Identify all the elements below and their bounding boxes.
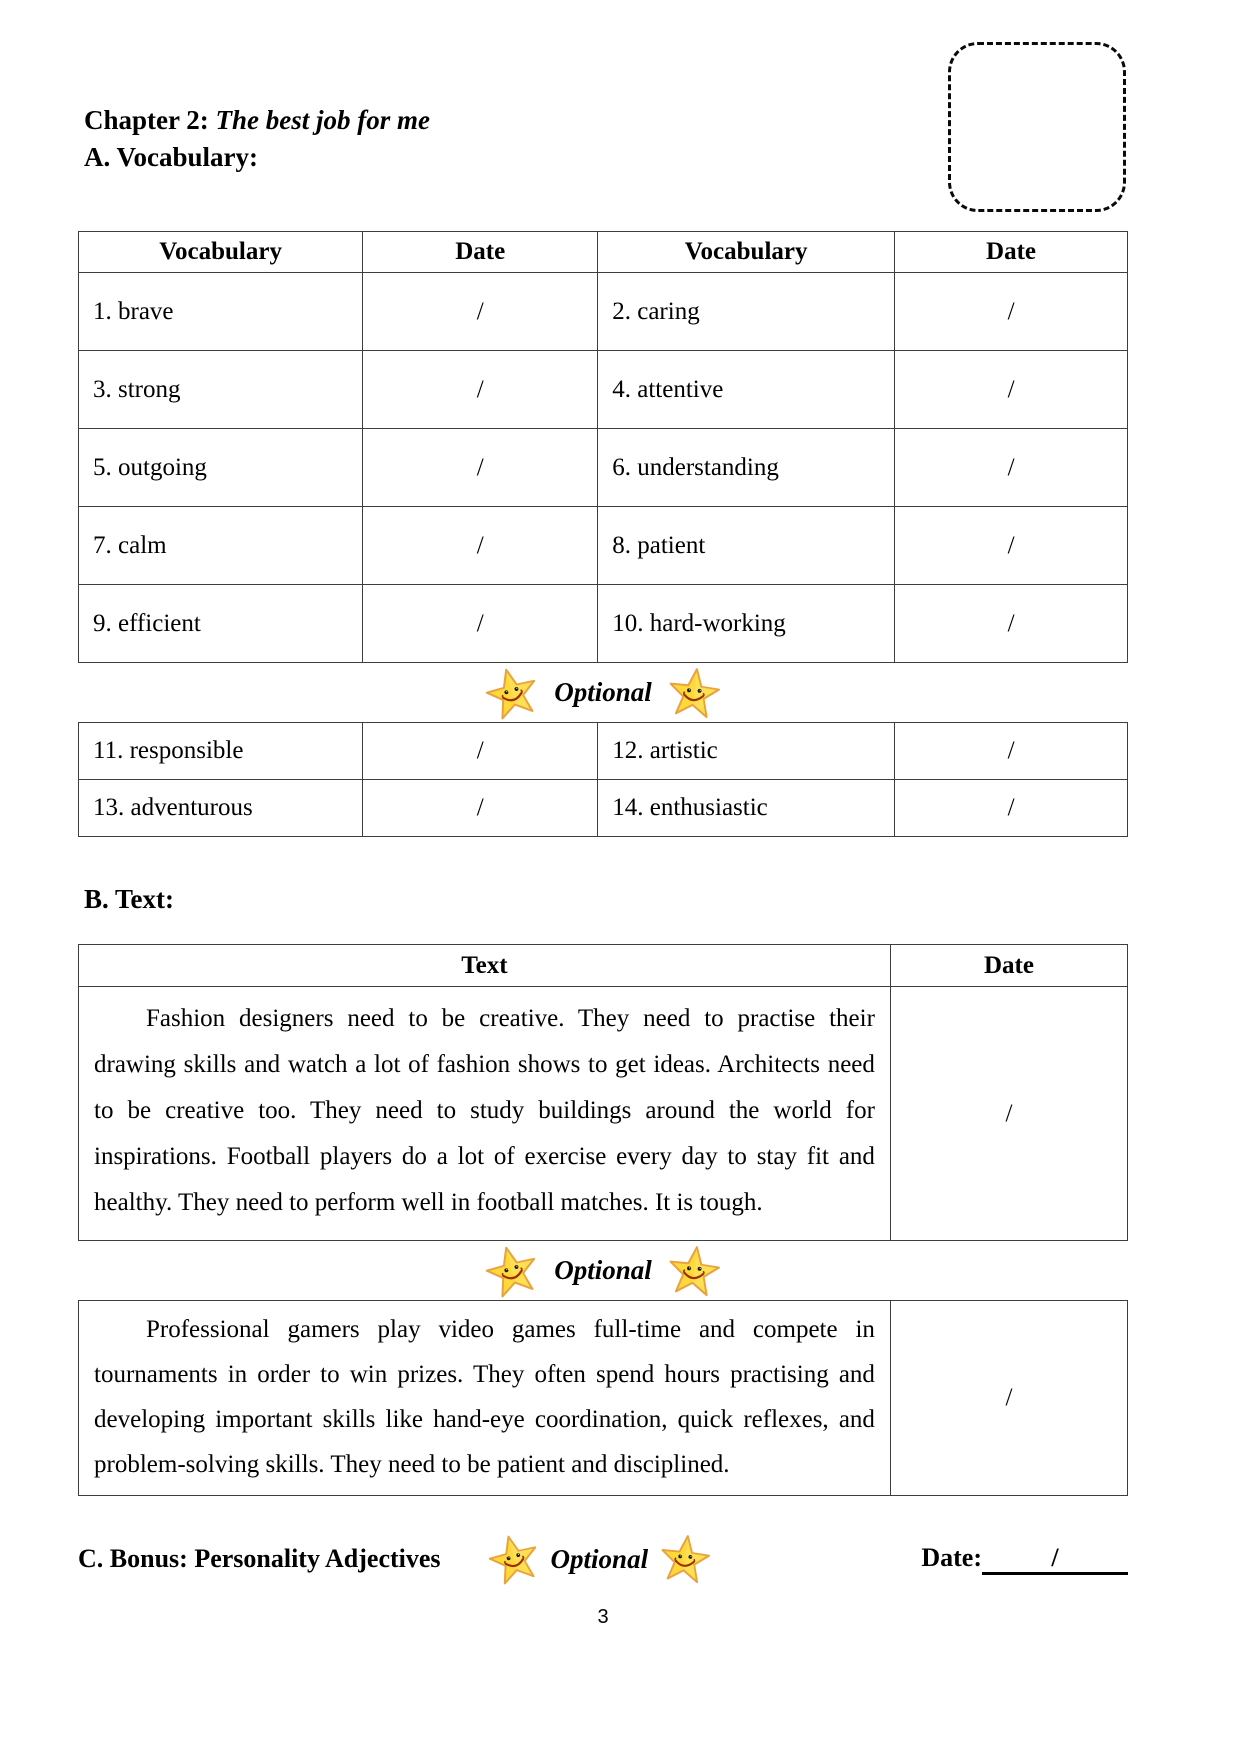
vocab-cell: 2. caring — [598, 273, 895, 351]
date-cell: / — [363, 507, 598, 585]
section-b-heading: B. Text: — [84, 884, 175, 914]
date-cell: / — [363, 429, 598, 507]
table-row — [79, 585, 1128, 663]
table-header-cell: Vocabulary — [79, 232, 363, 273]
chapter-label: Chapter 2: — [84, 105, 209, 135]
table-row — [79, 507, 1128, 585]
table-row — [79, 429, 1128, 507]
date-cell: / — [890, 987, 1127, 1241]
table-row — [79, 273, 1128, 351]
table-header-cell: Date — [890, 945, 1127, 987]
text-cell — [79, 987, 891, 1241]
table-header-row — [79, 232, 1128, 273]
date-cell: / — [363, 351, 598, 429]
vocab-cell: 1. brave — [79, 273, 363, 351]
vocab-cell: 12. artistic — [598, 723, 895, 780]
smiley-star-icon — [481, 1239, 544, 1302]
vocab-table — [78, 231, 1128, 663]
date-cell: / — [363, 273, 598, 351]
date-cell: / — [895, 585, 1128, 663]
table-row — [79, 987, 1128, 1241]
vocab-cell: 11. responsible — [79, 723, 363, 780]
date-cell: / — [890, 1301, 1127, 1496]
smiley-star-icon — [665, 1242, 723, 1300]
date-cell: / — [895, 429, 1128, 507]
vocab-cell: 10. hard-working — [598, 585, 895, 663]
table-header-row — [79, 945, 1128, 987]
vocab-cell: 14. enthusiastic — [598, 780, 895, 837]
text-paragraph: Professional gamers play video games full-time and compete in tournaments in order to win prizes. They often spend hours practising and developing important skills like hand-eye coordination, quick reflexes, and problem-solving skills. They need to be patient and disciplined. — [94, 1316, 875, 1478]
vocab-cell: 5. outgoing — [79, 429, 363, 507]
date-blank-line: / — [982, 1544, 1128, 1574]
text-paragraph: Fashion designers need to be creative. They need to practise their drawing skills and watch a lot of fashion shows to get ideas. Architects need to be creative too. They need to study buildings around the world for inspirations. Football players do a lot of exercise every day to stay fit and healthy. They need to perform well in football matches. It is tough. — [94, 1005, 875, 1216]
date-cell: / — [895, 723, 1128, 780]
vocab-cell: 9. efficient — [79, 585, 363, 663]
optional-text-table — [78, 1300, 1128, 1496]
smiley-star-icon — [657, 1531, 713, 1587]
vocab-cell: 3. strong — [79, 351, 363, 429]
vocab-cell: 13. adventurous — [79, 780, 363, 837]
text-table — [78, 944, 1128, 1241]
smiley-star-icon — [665, 664, 723, 722]
date-cell: / — [363, 723, 598, 780]
vocab-cell: 6. understanding — [598, 429, 895, 507]
table-row — [79, 723, 1128, 780]
table-row — [79, 351, 1128, 429]
date-cell: / — [895, 273, 1128, 351]
date-cell: / — [895, 780, 1128, 837]
vocab-cell: 8. patient — [598, 507, 895, 585]
table-header-cell: Date — [895, 232, 1128, 273]
table-header-cell: Text — [79, 945, 891, 987]
bonus-date — [921, 1543, 1128, 1574]
optional-label: Optional — [554, 677, 652, 707]
section-a-heading: A. Vocabulary: — [84, 142, 259, 172]
optional-vocab-table — [78, 722, 1128, 837]
smiley-star-icon — [483, 1529, 544, 1590]
chapter-heading — [84, 102, 1128, 176]
date-cell: / — [363, 780, 598, 837]
optional-divider — [489, 1534, 711, 1584]
table-header-cell: Vocabulary — [598, 232, 895, 273]
smiley-star-icon — [481, 661, 544, 724]
page-number: 3 — [597, 1606, 609, 1628]
date-label: Date: — [921, 1543, 982, 1573]
optional-divider — [78, 1241, 1128, 1300]
page-content — [78, 0, 1128, 1629]
text-cell — [79, 1301, 891, 1496]
date-cell: / — [895, 351, 1128, 429]
table-row — [79, 780, 1128, 837]
date-cell: / — [895, 507, 1128, 585]
table-row — [79, 1301, 1128, 1496]
optional-label: Optional — [550, 1543, 649, 1574]
vocab-cell: 4. attentive — [598, 351, 895, 429]
chapter-line — [84, 102, 1128, 139]
table-header-cell: Date — [363, 232, 598, 273]
optional-label: Optional — [554, 1255, 652, 1285]
chapter-title: The best job for me — [215, 105, 430, 135]
optional-divider — [78, 663, 1128, 722]
bonus-section — [78, 1534, 1128, 1584]
date-cell: / — [363, 585, 598, 663]
bonus-heading: C. Bonus: Personality Adjectives — [78, 1544, 441, 1573]
vocab-cell: 7. calm — [79, 507, 363, 585]
